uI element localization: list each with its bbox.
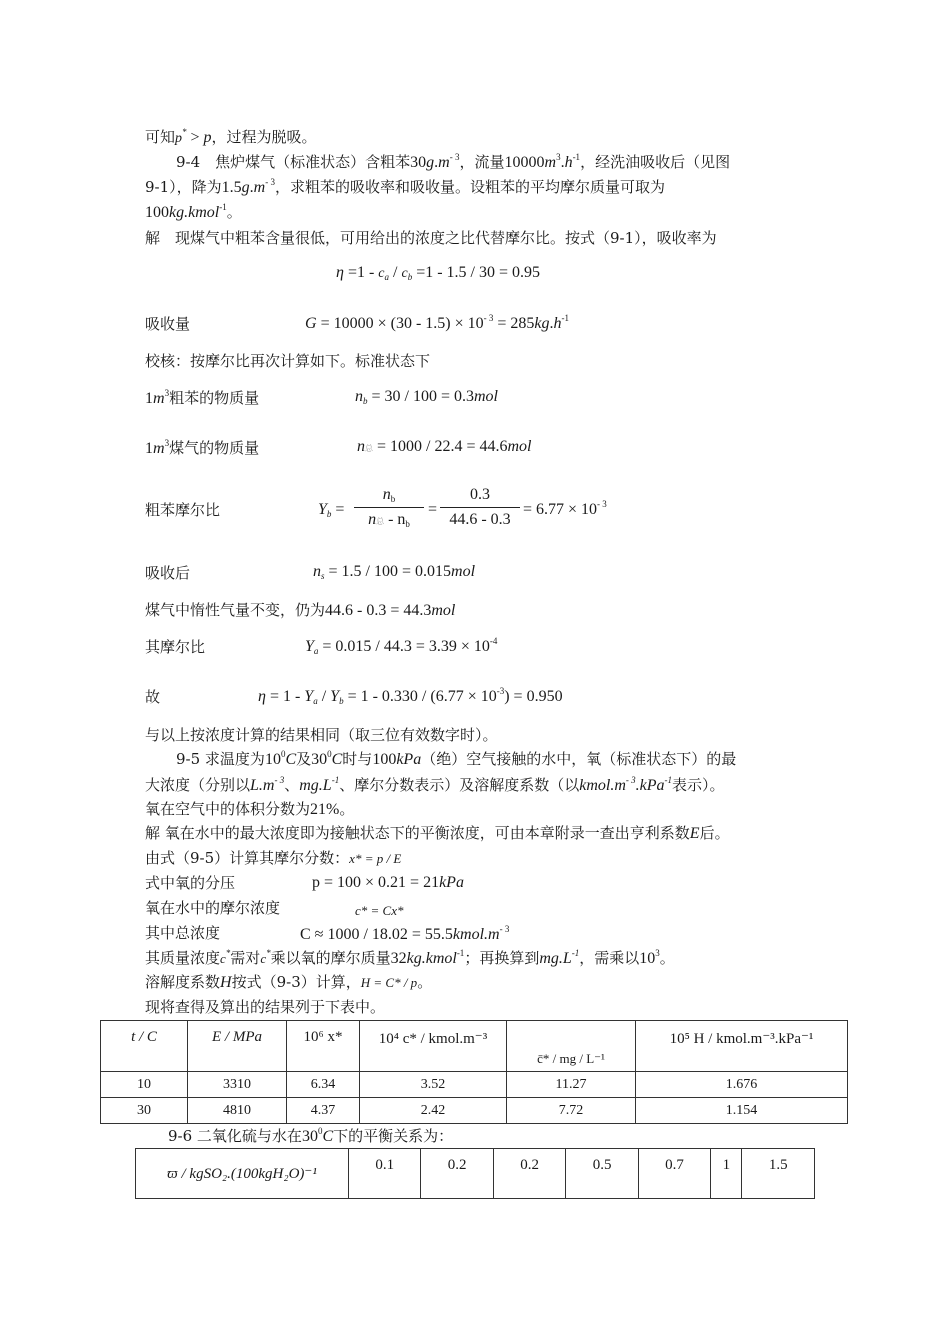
solution-9-5-line2: 由式（9-5）计算其摩尔分数：x* = p / E xyxy=(145,849,402,867)
header-H: 10⁵ H / kmol.m⁻³.kPa⁻¹ xyxy=(636,1021,848,1072)
nb-label: $1m^3$粗苯的物质量 xyxy=(145,388,260,407)
inert-line: 煤气中惰性气量不变，仍为44.6 - 0.3 = 44.3mol xyxy=(145,601,456,619)
cell: 6.34 xyxy=(287,1072,360,1098)
solution-9-5-line1: 解 氧在水中的最大浓度即为接触状态下的平衡浓度，可由本章附录一查出亨利系数E后。 xyxy=(145,824,730,842)
after-label: 吸收后 xyxy=(145,564,191,582)
nb-equation: $n_b = 30 / 100 = 0.3mol$ xyxy=(355,388,498,406)
problem-9-5-line3: 氧在空气中的体积分数为21%。 xyxy=(145,800,355,818)
cell: 1.676 xyxy=(636,1072,848,1098)
solubility-coef-line: 溶解度系数H按式（9-3）计算，H = C* / p。 xyxy=(145,973,433,991)
solution-intro: 解 现煤气中粗苯含量很低，可用给出的浓度之比代替摩尔比。按式（9-1），吸收率为 xyxy=(145,229,717,247)
cell: 3.52 xyxy=(360,1072,507,1098)
header-omega: ϖ / kgSO₂.(100kgH₂O)⁻¹ xyxy=(136,1149,349,1199)
total-conc-label: 其中总浓度 xyxy=(145,924,221,942)
total-conc-eq: $C \approx 1000 / 18.02 = 55.5kmol.m^{- 3}$ xyxy=(300,924,510,943)
ya-label: 其摩尔比 xyxy=(145,638,206,656)
yb-fraction-2: $\frac{0.3}{44.6 - 0.3}$ xyxy=(440,486,520,529)
equals: = xyxy=(428,501,438,518)
cell: 4810 xyxy=(188,1098,287,1124)
cell: 7.72 xyxy=(507,1098,636,1124)
so-label: 故 xyxy=(145,688,161,706)
problem-9-5-line1: 9-5 求温度为$10^0C$及$30^0C$时与100kPa（绝）空气接触的水中，氧（标准状态下）的最 xyxy=(176,749,737,768)
problem-9-4-line2: 9-1），降为$1.5g.m^{- 3}$，求粗苯的吸收率和吸收量。设粗苯的平均摩尔质量可取为 xyxy=(145,177,665,196)
text-line: 可知p* > p，过程为脱吸。 xyxy=(145,127,317,146)
cell: 11.27 xyxy=(507,1072,636,1098)
problem-9-5-line2: 大浓度（分别以$L.m^{- 3}$、$mg.L^{-1}$、摩尔分数表示）及溶解度系数（以$kmol.m^{- 3}.kPa^{-1}$表示）。 xyxy=(145,775,725,794)
eta-equation: $\eta =1 - c_a / c_b =1 - 1.5 / 30 = 0.95$ xyxy=(336,264,541,282)
molar-conc-eq: c* = Cx* xyxy=(355,903,404,918)
cell: 4.37 xyxy=(287,1098,360,1124)
cell: 0.7 xyxy=(638,1149,710,1199)
cell: 10 xyxy=(101,1072,188,1098)
yb-label: 粗苯摩尔比 xyxy=(145,501,221,519)
equilibrium-table xyxy=(135,1148,815,1199)
partial-pressure-eq: p = 100 × 0.21 = 21kPa xyxy=(312,874,464,891)
cell: 0.5 xyxy=(566,1149,638,1199)
problem-9-4-line1: 9-4 焦炉煤气（标准状态）含粗苯$30g.m^{- 3}$，流量$10000m^3.h^{-1}$，经洗油吸收后（见图 xyxy=(176,152,731,171)
cell: 3310 xyxy=(188,1072,287,1098)
header-t: t / C xyxy=(101,1021,188,1072)
table-row xyxy=(101,1098,848,1124)
cell: 0.2 xyxy=(493,1149,565,1199)
results-table xyxy=(100,1020,848,1124)
absorb-label: 吸收量 xyxy=(145,315,191,333)
yb-fraction-1: $n_b$ n总 - $n_b$ xyxy=(354,486,424,529)
ns-equation: $n_s = 1.5 / 100 = 0.015mol$ xyxy=(313,563,476,581)
ya-equation: $Y_a = 0.015 / 44.3 = 3.39 \times 10^{-4}$ xyxy=(305,636,498,656)
problem-9-4-line3: 100kg.kmol$^{-1}$。 xyxy=(145,202,242,221)
table-row xyxy=(101,1072,848,1098)
cell: 0.1 xyxy=(349,1149,421,1199)
check-line: 校核：按摩尔比再次计算如下。标准状态下 xyxy=(145,352,431,370)
cell: 1.5 xyxy=(742,1149,815,1199)
header-c: 10⁴ c* / kmol.m⁻³ xyxy=(360,1021,507,1072)
absorb-equation: $G = 10000 \times (30 - 1.5) \times 10^{- 3} = 285kg.h^{-1}$ xyxy=(305,313,570,332)
ntot-label: $1m^3$煤气的物质量 xyxy=(145,438,260,457)
partial-pressure-label: 式中氧的分压 xyxy=(145,874,236,892)
ntot-equation: n总 = 1000 / 22.4 = 44.6mol xyxy=(357,438,532,455)
mass-conc-line: 其质量浓度c*需对c*乘以氧的摩尔质量32kg.kmol$^{-1}$；再换算到$mg.L^{-1}$，需乘以$10^3$。 xyxy=(145,948,675,967)
eta2-equation: $\eta = 1 - Y_a / Y_b = 1 - 0.330 / (6.77 \times 10^{-3}) = 0.950$ xyxy=(258,686,563,706)
cell: 30 xyxy=(101,1098,188,1124)
cell: 1 xyxy=(711,1149,742,1199)
same-result-line: 与以上按浓度计算的结果相同（取三位有效数字时）。 xyxy=(145,726,498,744)
cell: 0.2 xyxy=(421,1149,493,1199)
header-mass: c̄* / mg / L⁻¹ xyxy=(507,1021,636,1072)
header-E: E / MPa xyxy=(188,1021,287,1072)
molar-conc-label: 氧在水中的摩尔浓度 xyxy=(145,899,281,917)
problem-9-6-line: 9-6 二氧化硫与水在$30^0C$下的平衡关系为： xyxy=(168,1126,454,1145)
cell: 1.154 xyxy=(636,1098,848,1124)
yb-symbol: $Y_b$ = xyxy=(318,501,345,519)
table-row xyxy=(136,1149,815,1199)
list-line: 现将查得及算出的结果列于下表中。 xyxy=(145,998,386,1016)
cell: 2.42 xyxy=(360,1098,507,1124)
header-x: 10⁶ x* xyxy=(287,1021,360,1072)
yb-result: = $6.77 \times 10^{- 3}$ xyxy=(523,499,607,518)
table-header-row xyxy=(101,1021,848,1072)
